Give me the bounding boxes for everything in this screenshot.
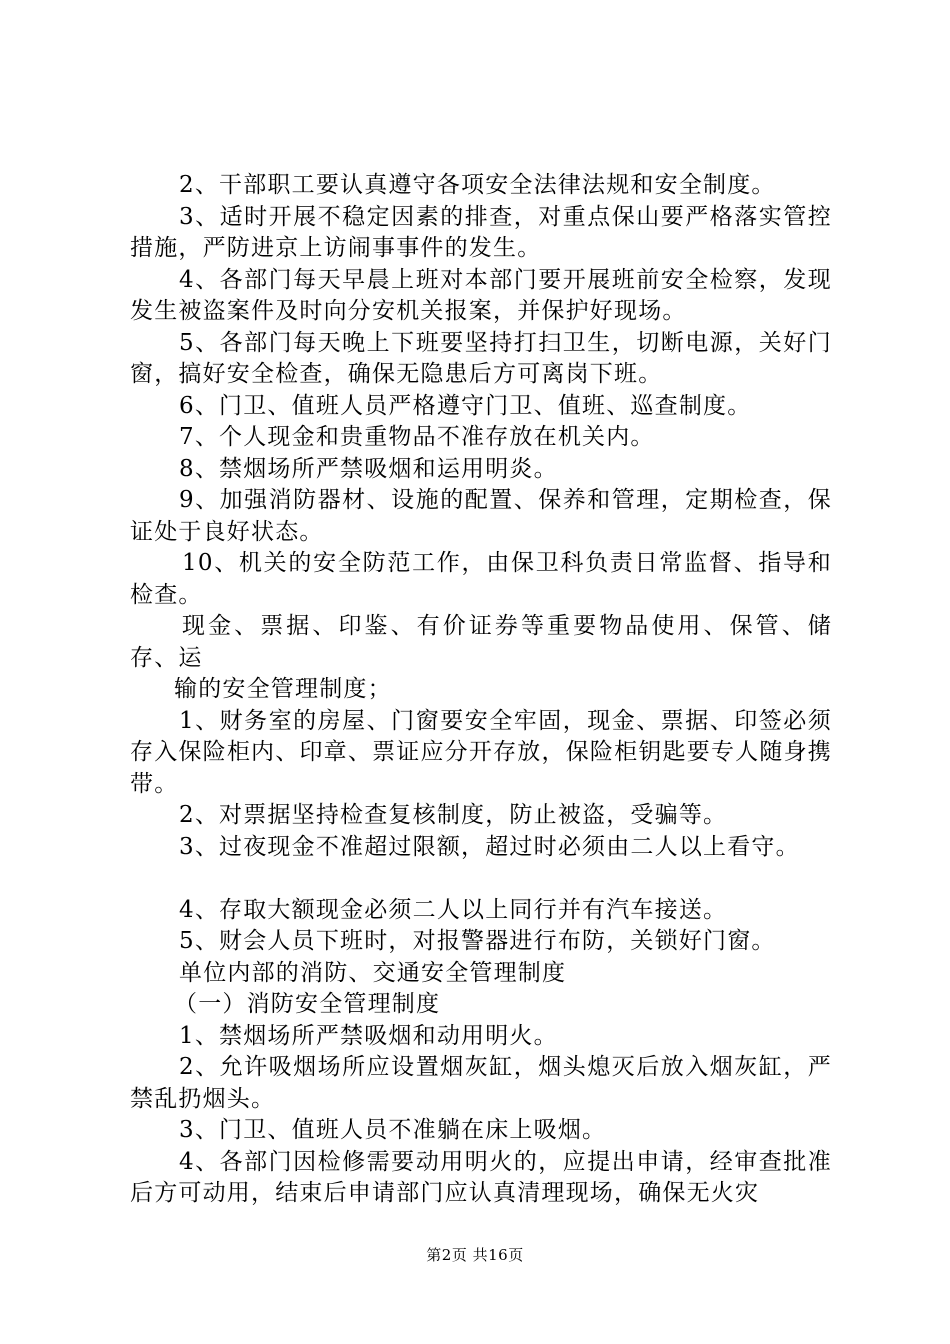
paragraph: 9、加强消防器材、设施的配置、保养和管理，定期检查，保证处于良好状态。 [130, 487, 832, 545]
paragraph: 5、各部门每天晚上下班要坚持打扫卫生，切断电源，关好门窗，搞好安全检查，确保无隐患后方可离岗下班。 [130, 329, 832, 387]
document-body [130, 170, 832, 1210]
paragraph: 1、财务室的房屋、门窗要安全牢固，现金、票据、印签必须存入保险柜内、印章、票证应分开存放，保险柜钥匙要专人随身携带。 [130, 707, 832, 797]
blank-line [130, 863, 832, 895]
paragraph: 输的安全管理制度； [174, 676, 392, 702]
paragraph: 1、禁烟场所严禁吸烟和动用明火。 [179, 1022, 558, 1049]
paragraph: 8、禁烟场所严禁吸烟和运用明炎。 [179, 455, 558, 482]
paragraph: 4、各部门每天早晨上班对本部门要开展班前安全检察，发现发生被盗案件及时向分安机关报案，并保护好现场。 [130, 266, 832, 324]
paragraph: 3、门卫、值班人员不准躺在床上吸烟。 [179, 1117, 607, 1143]
paragraph: 4、各部门因检修需要动用明火的，应提出申请，经审查批准后方可动用，结束后申请部门应认真清理现场，确保无火灾 [130, 1148, 832, 1206]
paragraph: 6、门卫、值班人员严格遵守门卫、值班、巡查制度。 [179, 392, 752, 419]
paragraph: 10、机关的安全防范工作，由保卫科负责日常监督、指导和检查。 [130, 550, 832, 608]
paragraph: 2、干部职工要认真遵守各项安全法律法规和安全制度。 [179, 172, 776, 198]
paragraph: 3、适时开展不稳定因素的排查，对重点保山要严格落实管控措施，严防进京上访闹事事件的发生。 [130, 203, 832, 261]
paragraph: 2、允许吸烟场所应设置烟灰缸，烟头熄灭后放入烟灰缸，严禁乱扔烟头。 [130, 1054, 832, 1112]
page-footer: 第2页 共16页 [426, 1246, 524, 1264]
paragraph: 现金、票据、印鉴、有价证券等重要物品使用、保管、储存、运 [130, 613, 832, 671]
paragraph: 7、个人现金和贵重物品不准存放在机关内。 [179, 424, 655, 450]
paragraph: 3、过夜现金不准超过限额，超过时必须由二人以上看守。 [179, 833, 800, 860]
paragraph: 2、对票据坚持检查复核制度，防止被盗，受骗等。 [179, 802, 728, 828]
paragraph: 5、财会人员下班时，对报警器进行布防，关锁好门窗。 [179, 928, 776, 954]
subsection-heading: （一）消防安全管理制度 [174, 991, 441, 1017]
paragraph: 4、存取大额现金必须二人以上同行并有汽车接送。 [179, 896, 728, 923]
section-heading: 单位内部的消防、交通安全管理制度 [179, 959, 567, 986]
